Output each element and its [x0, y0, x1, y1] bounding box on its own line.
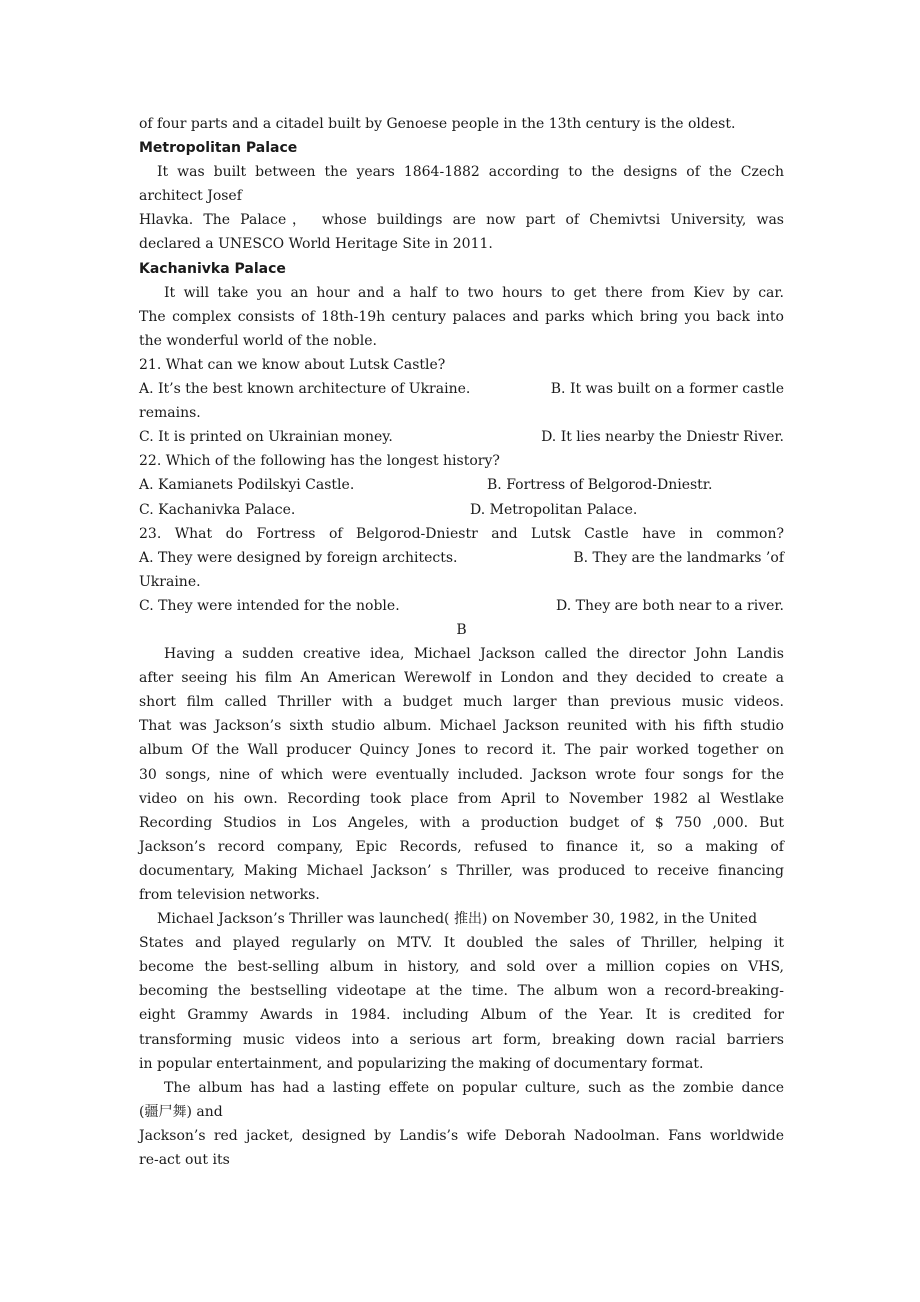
text-line: (疆尸舞) and [139, 1103, 223, 1120]
text-line: Jackson’s red jacket, designed by Landis’s wife Deborah Nadoolman. Fans worldwide [139, 1127, 784, 1144]
question-21: 21. What can we know about Lutsk Castle? [139, 356, 446, 373]
option-21-d: D. It lies nearby the Dniestr River. [541, 429, 784, 446]
text-line: Hlavka. The Palace， whose buildings are now part of Chemivtsi University, was [139, 212, 784, 229]
text-line: re-act out its [139, 1152, 230, 1169]
text-line: in popular entertainment, and popularizing the making of documentary format. [139, 1055, 704, 1072]
text-line: documentary, Making Michael Jackson’ s Thriller, was produced to receive financing [139, 862, 784, 879]
question-23: 23. What do Fortress of Belgorod-Dniestr and Lutsk Castle have in common? [139, 525, 784, 542]
question-22: 22. Which of the following has the longest history? [139, 453, 500, 470]
document-page [139, 112, 784, 1172]
text-line: album Of the Wall producer Quincy Jones to record it. The pair worked together on [139, 742, 784, 759]
text-line: Recording Studios in Los Angeles, with a production budget of $ 750 ,000. But [139, 814, 784, 831]
text-line: Michael Jackson’s Thriller was launched( 推出) on November 30, 1982, in the United [157, 911, 758, 928]
question-22-options-cd [139, 498, 784, 522]
text-line: after seeing his film An American Werewolf in London and they decided to create a [139, 670, 784, 687]
question-22-options-ab [139, 473, 784, 497]
section-heading-kachanivka-palace: Kachanivka Palace [139, 260, 286, 277]
text-line: It was built between the years 1864-1882 according to the designs of the Czech [157, 164, 784, 181]
text-line: States and played regularly on MTV. It doubled the sales of Thriller, helping it [139, 935, 784, 952]
text-line: Having a sudden creative idea, Michael Jackson called the director John Landis [164, 646, 784, 663]
option-23-c: C. They were intended for the noble. [139, 597, 400, 614]
question-23-options-cd [139, 594, 784, 618]
text-line: The complex consists of 18th-19h century palaces and parks which bring you back into [139, 308, 784, 325]
option-23-b: B. They are the landmarks ’of [573, 549, 784, 566]
option-21-c: C. It is printed on Ukrainian money. [139, 429, 393, 446]
text-line: architect Josef [139, 188, 242, 205]
question-21-options-cd [139, 425, 784, 449]
option-23-d: D. They are both near to a river. [556, 597, 784, 614]
text-line: from television networks. [139, 887, 320, 903]
text-line: It will take you an hour and a half to two hours to get there from Kiev by car. [164, 284, 784, 301]
text-line: short film called Thriller with a budget much larger than previous music videos. [139, 694, 784, 711]
option-21-a: A. It’s the best known architecture of Ukraine. [139, 381, 471, 398]
text-line: video on his own. Recording took place from April to November 1982 al Westlake [139, 790, 784, 807]
text-line: eight Grammy Awards in 1984. including Album of the Year. It is credited for [139, 1007, 784, 1024]
text-line: become the best-selling album in history, and sold over a million copies on VHS, [139, 959, 784, 976]
text-line: the wonderful world of the noble. [139, 332, 377, 349]
text-line: of four parts and a citadel built by Genoese people in the 13th century is the oldest. [139, 116, 736, 132]
option-22-b: B. Fortress of Belgorod-Dniestr. [487, 477, 713, 494]
option-22-c: C. Kachanivka Palace. [139, 501, 296, 518]
text-line: 30 songs, nine of which were eventually included. Jackson wrote four songs for the [139, 766, 784, 783]
text-line: Jackson’s record company, Epic Records, refused to finance it, so a making of [139, 838, 784, 855]
text-line: becoming the bestselling videotape at the time. The album won a record-breaking- [139, 983, 784, 1000]
section-heading-metropolitan-palace: Metropolitan Palace [139, 140, 298, 157]
option-23-b-continued: Ukraine. [139, 573, 201, 590]
text-line: declared a UNESCO World Heritage Site in 2011. [139, 236, 493, 253]
text-line: That was Jackson’s sixth studio album. Michael Jackson reunited with his fifth studio [139, 718, 784, 735]
text-line: transforming music videos into a serious art form, breaking down racial barriers [139, 1031, 784, 1048]
option-23-a: A. They were designed by foreign architects. [139, 549, 458, 566]
text-line: The album has had a lasting effete on popular culture, such as the zombie dance [164, 1079, 784, 1096]
option-22-a: A. Kamianets Podilskyi Castle. [139, 477, 355, 494]
question-21-options-ab [139, 377, 784, 401]
question-23-options-ab [139, 546, 784, 570]
option-21-b: B. It was built on a former castle [550, 381, 784, 398]
section-label-b: B [456, 621, 467, 638]
option-21-b-continued: remains. [139, 405, 201, 422]
option-22-d: D. Metropolitan Palace. [470, 501, 638, 518]
